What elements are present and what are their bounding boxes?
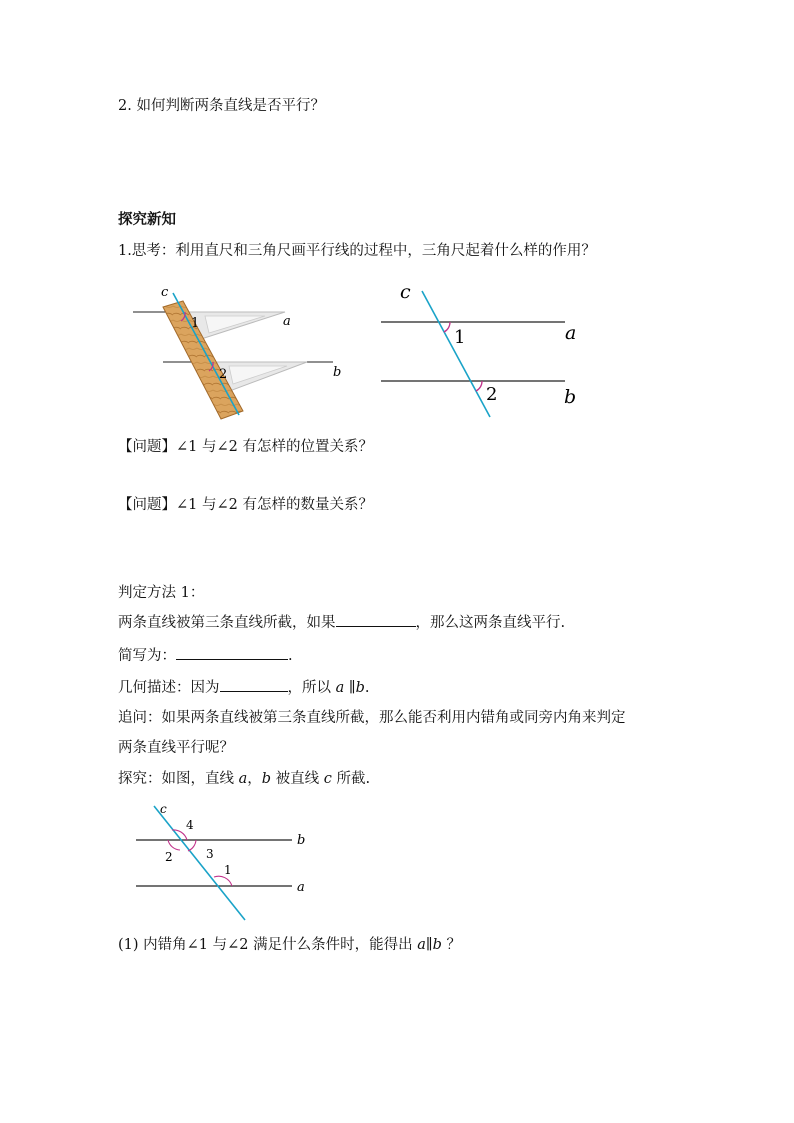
label-angle-2: 2 — [486, 384, 498, 405]
follow-up-line-1: 追问：如果两条直线被第三条直线所截，那么能否利用内错角或同旁内角来判定 — [118, 710, 626, 726]
label-a: a — [283, 314, 291, 329]
follow-up-line-2: 两条直线平行呢？ — [118, 740, 234, 756]
angle-2-arc — [168, 840, 180, 850]
blank-geo[interactable] — [220, 677, 288, 692]
label-b: b — [564, 386, 577, 408]
figure-angles-1-4 — [130, 800, 320, 925]
think-question: 1.思考：利用直尺和三角尺画平行线的过程中，三角尺起着什么样的作用？ — [118, 243, 596, 259]
label-a: a — [297, 880, 305, 895]
label-c: c — [160, 802, 167, 816]
label-b: b — [333, 365, 342, 380]
geo-description: 几何描述：因为 ，所以 a ∥b. — [118, 677, 369, 698]
question-position: 【问题】∠1 与∠2 有怎样的位置关系？ — [118, 439, 373, 455]
label-angle-2: 2 — [165, 850, 173, 864]
label-angle-4: 4 — [186, 818, 194, 832]
method-text: 两条直线被第三条直线所截，如果 ，那么这两条直线平行. — [118, 612, 565, 633]
label-angle-3: 3 — [206, 847, 214, 861]
blank-short-form[interactable] — [176, 645, 288, 660]
label-c: c — [400, 281, 411, 303]
angle-1-arc — [444, 322, 450, 332]
transversal-c — [173, 293, 239, 415]
angle-2-arc — [476, 381, 482, 391]
label-c: c — [161, 285, 169, 300]
label-angle-1: 1 — [224, 863, 232, 877]
label-a: a — [565, 322, 577, 344]
figure-ruler-set-square — [125, 283, 355, 423]
short-form: 简写为： . — [118, 645, 293, 666]
question-quantity: 【问题】∠1 与∠2 有怎样的数量关系？ — [118, 497, 373, 513]
label-b: b — [297, 833, 306, 848]
transversal-c — [422, 291, 490, 417]
figure-parallel-lines — [378, 283, 588, 423]
label-angle-1: 1 — [454, 327, 466, 348]
explore-text: 探究：如图，直线 a，b 被直线 c 所截. — [118, 771, 371, 787]
sub-question-1: (1) 内错角∠1 与∠2 满足什么条件时，能得出 a∥b ？ — [118, 937, 461, 953]
label-angle-1: 1 — [191, 316, 200, 331]
section-title: 探究新知 — [118, 211, 176, 228]
question-2: 2. 如何判断两条直线是否平行？ — [118, 98, 325, 114]
method-title: 判定方法 1： — [118, 585, 205, 601]
blank-condition[interactable] — [336, 612, 416, 627]
label-angle-2: 2 — [219, 367, 228, 382]
